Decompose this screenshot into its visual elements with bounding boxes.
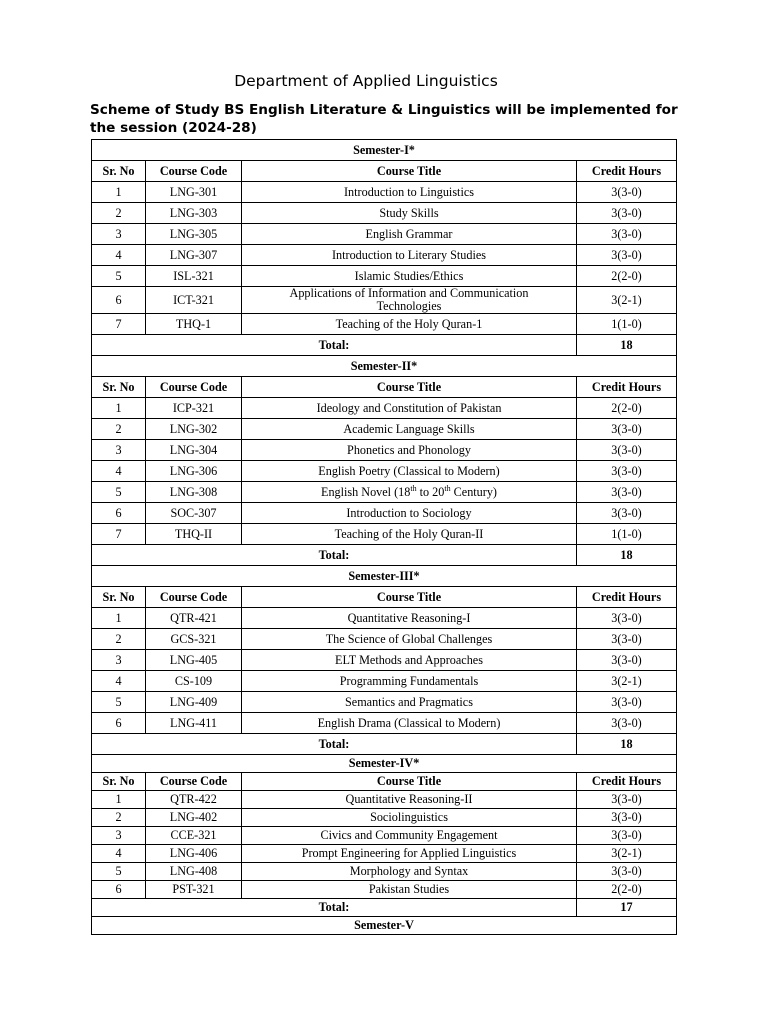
table-row <box>92 203 677 224</box>
table-row <box>92 182 677 203</box>
credit-hours-cell: 3(2-1) <box>577 671 677 692</box>
column-header-row <box>92 161 677 182</box>
course-title-cell: Quantitative Reasoning-I <box>242 608 577 629</box>
course-code-cell: LNG-308 <box>146 482 242 503</box>
ordinal-suffix: th <box>444 483 451 493</box>
course-code-cell: CS-109 <box>146 671 242 692</box>
semester-header-row <box>92 755 677 773</box>
course-code-cell: THQ-II <box>146 524 242 545</box>
course-code-cell: QTR-421 <box>146 608 242 629</box>
sr-no-cell: 7 <box>92 314 146 335</box>
course-title-cell: Ideology and Constitution of Pakistan <box>242 398 577 419</box>
credit-hours-cell: 3(3-0) <box>577 182 677 203</box>
sr-no-cell: 5 <box>92 482 146 503</box>
course-title-cell: Study Skills <box>242 203 577 224</box>
credit-hours-cell: 3(3-0) <box>577 629 677 650</box>
course-code-cell: THQ-1 <box>146 314 242 335</box>
header-course-code: Course Code <box>146 773 242 791</box>
column-header-row <box>92 587 677 608</box>
course-code-cell: LNG-409 <box>146 692 242 713</box>
total-credits: 18 <box>577 545 677 566</box>
course-title-cell: The Science of Global Challenges <box>242 629 577 650</box>
semester-header-row <box>92 140 677 161</box>
credit-hours-cell: 1(1-0) <box>577 524 677 545</box>
total-row <box>92 899 677 917</box>
credit-hours-cell: 2(2-0) <box>577 881 677 899</box>
credit-hours-cell: 1(1-0) <box>577 314 677 335</box>
course-title-cell: Civics and Community Engagement <box>242 827 577 845</box>
semester-header-row <box>92 356 677 377</box>
page-title: Department of Applied Linguistics <box>234 72 498 90</box>
course-code-cell: LNG-303 <box>146 203 242 224</box>
course-title-cell: Introduction to Literary Studies <box>242 245 577 266</box>
credit-hours-cell: 3(3-0) <box>577 224 677 245</box>
course-code-cell: LNG-301 <box>146 182 242 203</box>
table-row <box>92 608 677 629</box>
table-row <box>92 266 677 287</box>
scheme-of-study-table <box>91 139 677 935</box>
total-row <box>92 545 677 566</box>
header-course-code: Course Code <box>146 377 242 398</box>
course-title-cell: ELT Methods and Approaches <box>242 650 577 671</box>
sr-no-cell: 6 <box>92 713 146 734</box>
course-code-cell: LNG-405 <box>146 650 242 671</box>
table-row <box>92 524 677 545</box>
course-title-cell: English Grammar <box>242 224 577 245</box>
title-text: English Novel (18 <box>321 484 411 499</box>
course-code-cell: QTR-422 <box>146 791 242 809</box>
course-code-cell: ICT-321 <box>146 287 242 314</box>
course-title-cell: Introduction to Sociology <box>242 503 577 524</box>
total-credits: 18 <box>577 335 677 356</box>
sr-no-cell: 4 <box>92 461 146 482</box>
sr-no-cell: 6 <box>92 287 146 314</box>
sr-no-cell: 3 <box>92 224 146 245</box>
semester-name: Semester-I* <box>92 140 677 161</box>
table-row <box>92 245 677 266</box>
course-title-cell: Morphology and Syntax <box>242 863 577 881</box>
course-title-cell: Semantics and Pragmatics <box>242 692 577 713</box>
table-row <box>92 503 677 524</box>
sr-no-cell: 5 <box>92 863 146 881</box>
course-code-cell: LNG-304 <box>146 440 242 461</box>
sr-no-cell: 2 <box>92 203 146 224</box>
credit-hours-cell: 3(3-0) <box>577 827 677 845</box>
credit-hours-cell: 3(3-0) <box>577 440 677 461</box>
credit-hours-cell: 3(3-0) <box>577 608 677 629</box>
sr-no-cell: 5 <box>92 692 146 713</box>
total-credits: 18 <box>577 734 677 755</box>
credit-hours-cell: 3(3-0) <box>577 461 677 482</box>
semester-header-row <box>92 566 677 587</box>
table-row <box>92 713 677 734</box>
course-title-cell: English Drama (Classical to Modern) <box>242 713 577 734</box>
semester-name: Semester-V <box>92 917 677 935</box>
course-title-cell: Introduction to Linguistics <box>242 182 577 203</box>
header-sr-no: Sr. No <box>92 587 146 608</box>
header-course-title: Course Title <box>242 377 577 398</box>
header-credit-hours: Credit Hours <box>577 773 677 791</box>
total-label: Total: <box>92 734 577 755</box>
sr-no-cell: 3 <box>92 650 146 671</box>
table-row <box>92 791 677 809</box>
sr-no-cell: 1 <box>92 182 146 203</box>
sr-no-cell: 3 <box>92 440 146 461</box>
sr-no-cell: 6 <box>92 503 146 524</box>
credit-hours-cell: 3(3-0) <box>577 692 677 713</box>
semester-name: Semester-III* <box>92 566 677 587</box>
course-code-cell: GCS-321 <box>146 629 242 650</box>
course-title-cell: English Poetry (Classical to Modern) <box>242 461 577 482</box>
total-label: Total: <box>92 545 577 566</box>
credit-hours-cell: 3(3-0) <box>577 482 677 503</box>
sr-no-cell: 6 <box>92 881 146 899</box>
header-course-title: Course Title <box>242 773 577 791</box>
course-code-cell: ICP-321 <box>146 398 242 419</box>
header-credit-hours: Credit Hours <box>577 587 677 608</box>
table-row <box>92 224 677 245</box>
total-row <box>92 734 677 755</box>
table-row <box>92 881 677 899</box>
total-credits: 17 <box>577 899 677 917</box>
course-code-cell: LNG-302 <box>146 419 242 440</box>
credit-hours-cell: 3(3-0) <box>577 245 677 266</box>
column-header-row <box>92 377 677 398</box>
course-title-cell <box>242 482 577 503</box>
sr-no-cell: 2 <box>92 419 146 440</box>
header-sr-no: Sr. No <box>92 773 146 791</box>
sr-no-cell: 1 <box>92 398 146 419</box>
course-code-cell: LNG-411 <box>146 713 242 734</box>
header-credit-hours: Credit Hours <box>577 161 677 182</box>
semester-name: Semester-IV* <box>92 755 677 773</box>
course-code-cell: LNG-305 <box>146 224 242 245</box>
header-course-title: Course Title <box>242 587 577 608</box>
sr-no-cell: 5 <box>92 266 146 287</box>
column-header-row <box>92 773 677 791</box>
header-course-title: Course Title <box>242 161 577 182</box>
title-text: Century) <box>450 484 497 499</box>
course-title-cell: Pakistan Studies <box>242 881 577 899</box>
course-title-cell: Quantitative Reasoning-II <box>242 791 577 809</box>
course-code-cell: LNG-306 <box>146 461 242 482</box>
course-title-cell: Teaching of the Holy Quran-II <box>242 524 577 545</box>
sr-no-cell: 2 <box>92 809 146 827</box>
header-course-code: Course Code <box>146 161 242 182</box>
credit-hours-cell: 3(3-0) <box>577 419 677 440</box>
course-code-cell: LNG-307 <box>146 245 242 266</box>
table-row <box>92 827 677 845</box>
credit-hours-cell: 3(3-0) <box>577 650 677 671</box>
header-sr-no: Sr. No <box>92 161 146 182</box>
table-row <box>92 482 677 503</box>
table-row <box>92 845 677 863</box>
credit-hours-cell: 2(2-0) <box>577 398 677 419</box>
credit-hours-cell: 3(2-1) <box>577 287 677 314</box>
course-code-cell: PST-321 <box>146 881 242 899</box>
course-code-cell: LNG-408 <box>146 863 242 881</box>
course-title-cell: Programming Fundamentals <box>242 671 577 692</box>
credit-hours-cell: 3(3-0) <box>577 713 677 734</box>
course-title-cell: Prompt Engineering for Applied Linguistics <box>242 845 577 863</box>
table-row <box>92 314 677 335</box>
header-sr-no: Sr. No <box>92 377 146 398</box>
credit-hours-cell: 3(2-1) <box>577 845 677 863</box>
total-label: Total: <box>92 899 577 917</box>
title-text: to 20 <box>416 484 445 499</box>
sr-no-cell: 4 <box>92 671 146 692</box>
course-title-cell: Phonetics and Phonology <box>242 440 577 461</box>
semester-name: Semester-II* <box>92 356 677 377</box>
sr-no-cell: 4 <box>92 245 146 266</box>
table-row <box>92 671 677 692</box>
table-row <box>92 461 677 482</box>
course-code-cell: SOC-307 <box>146 503 242 524</box>
credit-hours-cell: 2(2-0) <box>577 266 677 287</box>
credit-hours-cell: 3(3-0) <box>577 863 677 881</box>
semester-header-row <box>92 917 677 935</box>
credit-hours-cell: 3(3-0) <box>577 809 677 827</box>
table-row <box>92 419 677 440</box>
course-code-cell: LNG-402 <box>146 809 242 827</box>
table-row <box>92 287 677 314</box>
course-title-cell: Academic Language Skills <box>242 419 577 440</box>
sr-no-cell: 1 <box>92 608 146 629</box>
ordinal-suffix: th <box>410 483 417 493</box>
course-code-cell: LNG-406 <box>146 845 242 863</box>
sr-no-cell: 7 <box>92 524 146 545</box>
table-row <box>92 629 677 650</box>
total-label: Total: <box>92 335 577 356</box>
header-course-code: Course Code <box>146 587 242 608</box>
course-title-cell: Islamic Studies/Ethics <box>242 266 577 287</box>
sr-no-cell: 4 <box>92 845 146 863</box>
sr-no-cell: 1 <box>92 791 146 809</box>
table-row <box>92 863 677 881</box>
table-row <box>92 692 677 713</box>
credit-hours-cell: 3(3-0) <box>577 791 677 809</box>
sr-no-cell: 2 <box>92 629 146 650</box>
course-title-cell: Sociolinguistics <box>242 809 577 827</box>
table-row <box>92 440 677 461</box>
page-subtitle: Scheme of Study BS English Literature & Linguistics will be implemented for the session (2024-28) <box>90 102 678 136</box>
course-title-cell: Applications of Information and Communication Technologies <box>242 287 577 314</box>
course-code-cell: CCE-321 <box>146 827 242 845</box>
header-credit-hours: Credit Hours <box>577 377 677 398</box>
table-row <box>92 809 677 827</box>
credit-hours-cell: 3(3-0) <box>577 203 677 224</box>
table-row <box>92 398 677 419</box>
credit-hours-cell: 3(3-0) <box>577 503 677 524</box>
course-title-cell: Teaching of the Holy Quran-1 <box>242 314 577 335</box>
table-row <box>92 650 677 671</box>
sr-no-cell: 3 <box>92 827 146 845</box>
course-code-cell: ISL-321 <box>146 266 242 287</box>
total-row <box>92 335 677 356</box>
